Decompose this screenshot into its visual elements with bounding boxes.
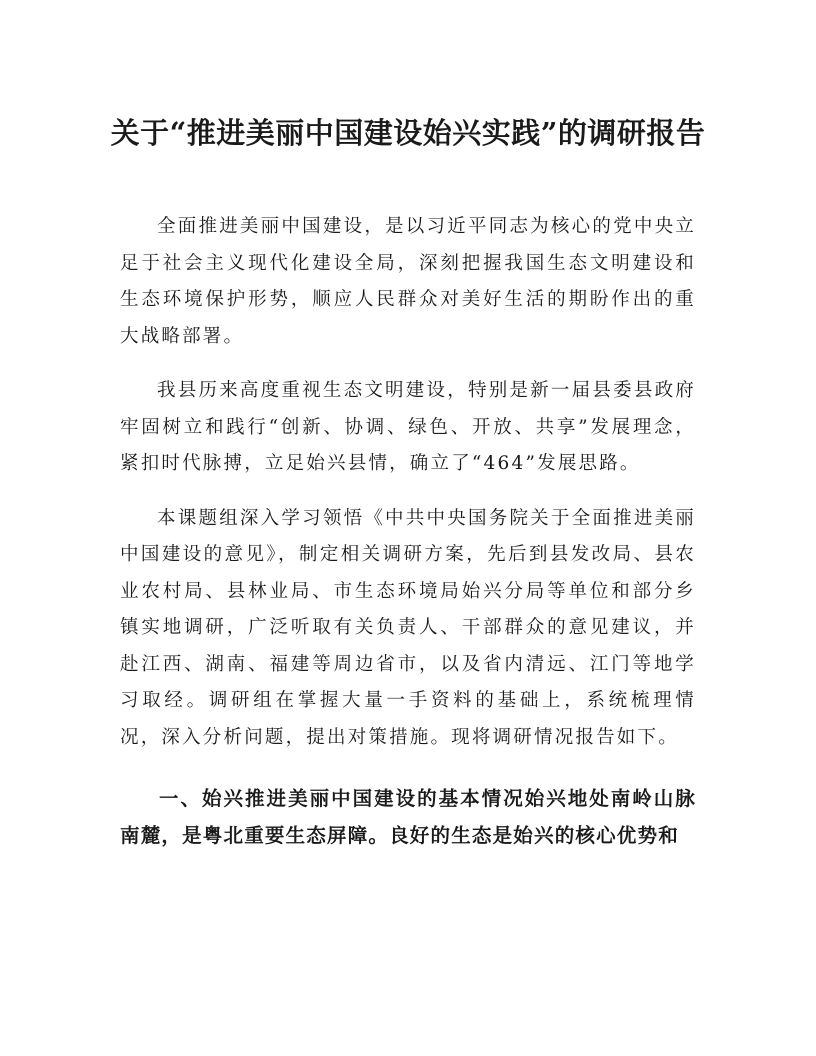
paragraph-intro: 全面推进美丽中国建设，是以习近平同志为核心的党中央立足于社会主义现代化建设全局，深刻把握我国生态文明建设和生态环境保护形势，顺应人民群众对美好生活的期盼作出的重大战略部署。 <box>120 216 696 347</box>
section-heading: 一、始兴推进美丽中国建设的基本情况始兴地处南岭山脉南麓，是粤北重要生态屏障。良好的生态是始兴的核心优势和 <box>120 787 696 847</box>
document-title: 关于“推进美丽中国建设始兴实践”的调研报告 <box>110 116 706 150</box>
paragraph-background: 我县历来高度重视生态文明建设，特别是新一届县委县政府牢固树立和践行“创新、协调、绿色、开放、共享”发展理念，紧扣时代脉搏，立足始兴县情，确立了“464”发展思路。 <box>120 380 696 474</box>
paragraph-methodology: 本课题组深入学习领悟《中共中央国务院关于全面推进美丽中国建设的意见》，制定相关调研方案，先后到县发改局、县农业农村局、县林业局、市生态环境局始兴分局等单位和部分乡镇实地调研，广泛听取有关负责人、干部群众的意见建议，并赴江西、湖南、福建等周边省市，以及省内清远、江门等地学习取经。调研组在掌握大量一手资料的基础上，系统梳理情况，深入分析问题，提出对策措施。现将调研情况报告如下。 <box>120 507 696 748</box>
document-body <box>120 209 696 872</box>
